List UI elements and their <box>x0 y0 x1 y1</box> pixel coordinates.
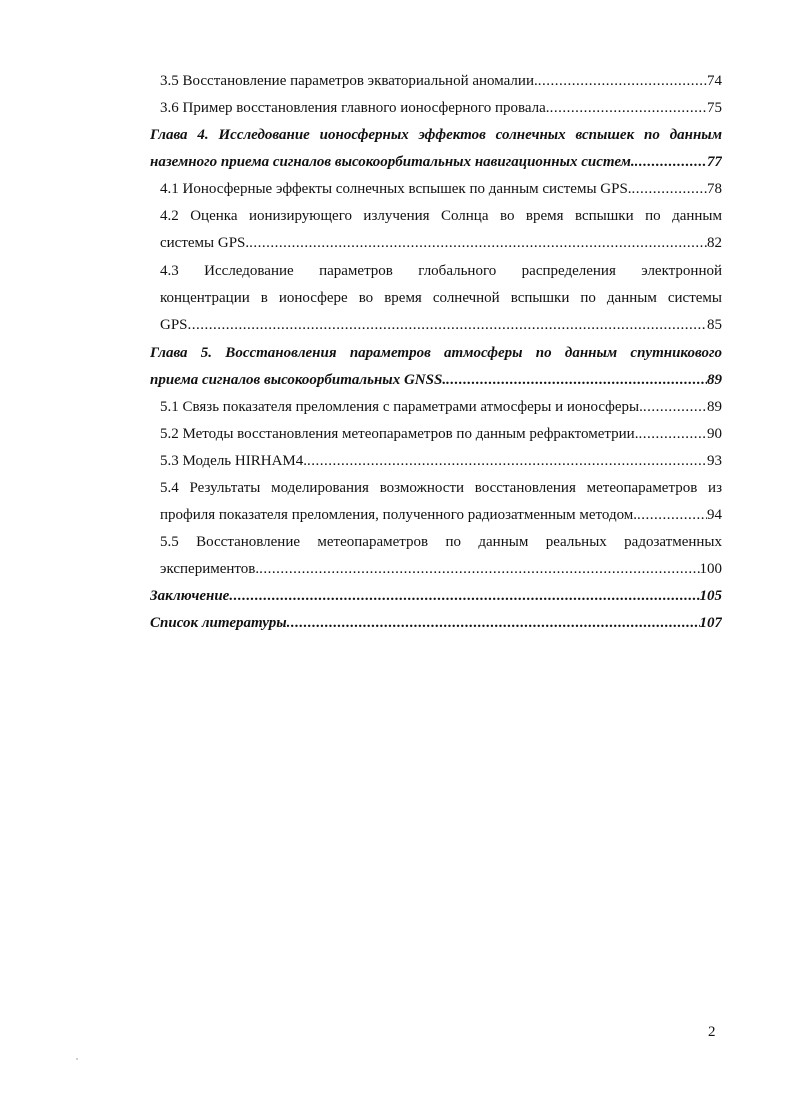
toc-page-number: 89 <box>707 372 722 388</box>
toc-chapter-4 <box>150 122 722 176</box>
leader-dots <box>637 502 707 529</box>
toc-page-number: 94 <box>707 507 722 523</box>
toc-page-number: 105 <box>699 588 722 604</box>
toc-entry <box>160 95 722 122</box>
toc-entry-title: 5.1 Связь показателя преломления с параметрами атмосферы и ионосферы. <box>160 399 643 415</box>
toc-entry-title-line2: экспериментов. <box>160 561 260 577</box>
toc-entry-title-line2: профиля показателя преломления, полученного радиозатменным методом. <box>160 507 638 523</box>
toc-entry-title: Заключение <box>150 588 230 604</box>
toc-page-number: 90 <box>707 426 722 442</box>
leader-dots <box>307 448 707 475</box>
leader-dots <box>249 230 707 257</box>
toc-entry-title: Список литературы <box>150 615 287 631</box>
toc-chapter-title-line1: Глава 5. Восстановления параметров атмосферы по данным спутникового <box>150 345 722 361</box>
toc-entry-title: 4.1 Ионосферные эффекты солнечных вспышек по данным системы GPS. <box>160 181 632 197</box>
toc-entry-title-line2: системы GPS. <box>160 235 250 251</box>
toc-references <box>150 610 722 637</box>
toc-entry <box>160 421 722 448</box>
leader-dots <box>638 421 707 448</box>
toc-entry-title: 5.2 Методы восстановления метеопараметров по данным рефрактометрии. <box>160 426 639 442</box>
toc-entry <box>160 529 722 583</box>
toc-page-number: 93 <box>707 453 722 469</box>
toc-entry-title-line1: 5.5 Восстановление метеопараметров по данным реальных радозатменных <box>160 534 722 550</box>
toc-page-number: 78 <box>707 181 722 197</box>
toc-chapter-title-line2: приема сигналов высокоорбитальных GNSS. <box>150 372 447 388</box>
leader-dots <box>632 176 707 203</box>
toc-chapter-title-line1: Глава 4. Исследование ионосферных эффектов солнечных вспышек по данным <box>150 127 722 143</box>
toc-page-number: 77 <box>707 154 722 170</box>
toc-entry <box>160 448 722 475</box>
toc-page-number: 89 <box>707 399 722 415</box>
toc-page-number: 75 <box>707 100 722 116</box>
leader-dots <box>259 556 699 583</box>
toc-page-number: 100 <box>699 561 722 577</box>
toc-entry-title: 5.3 Модель HIRHAM4. <box>160 453 307 469</box>
toc-entry <box>160 258 722 339</box>
toc-entry-title: 3.6 Пример восстановления главного ионосферного провала. <box>160 100 550 116</box>
toc-entry <box>160 203 722 257</box>
leader-dots <box>538 68 707 95</box>
toc-entry-title-line1: 4.3 Исследование параметров глобального распределения электронной <box>160 263 722 279</box>
toc-entry-title-line2: концентрации в ионосфере во время солнечной вспышки по данным системы <box>160 290 722 306</box>
toc-entry-title-line3: GPS <box>160 317 188 333</box>
leader-dots <box>550 95 707 122</box>
scan-speck <box>76 1058 78 1060</box>
toc-page-number: 107 <box>699 615 722 631</box>
toc-chapter-5 <box>150 340 722 394</box>
toc-conclusion <box>150 583 722 610</box>
toc-entry-title-line1: 4.2 Оценка ионизирующего излучения Солнца во время вспышки по данным <box>160 208 722 224</box>
leader-dots <box>229 583 699 610</box>
toc-entry <box>160 475 722 529</box>
leader-dots <box>188 312 707 339</box>
leader-dots <box>643 394 707 421</box>
toc-entry-title: 3.5 Восстановление параметров экваториальной аномалии. <box>160 73 538 89</box>
toc-page-number: 82 <box>707 235 722 251</box>
leader-dots <box>635 149 707 176</box>
toc-entry-title-line1: 5.4 Результаты моделирования возможности восстановления метеопараметров из <box>160 480 722 496</box>
toc-entry <box>160 176 722 203</box>
toc-page-number: 85 <box>707 317 722 333</box>
toc-entry <box>160 394 722 421</box>
leader-dots <box>446 367 707 394</box>
page-number: 2 <box>708 1024 716 1040</box>
leader-dots <box>287 610 700 637</box>
toc-entry <box>160 68 722 95</box>
toc-chapter-title-line2: наземного приема сигналов высокоорбитальных навигационных систем. <box>150 154 635 170</box>
toc-page-number: 74 <box>707 73 722 89</box>
